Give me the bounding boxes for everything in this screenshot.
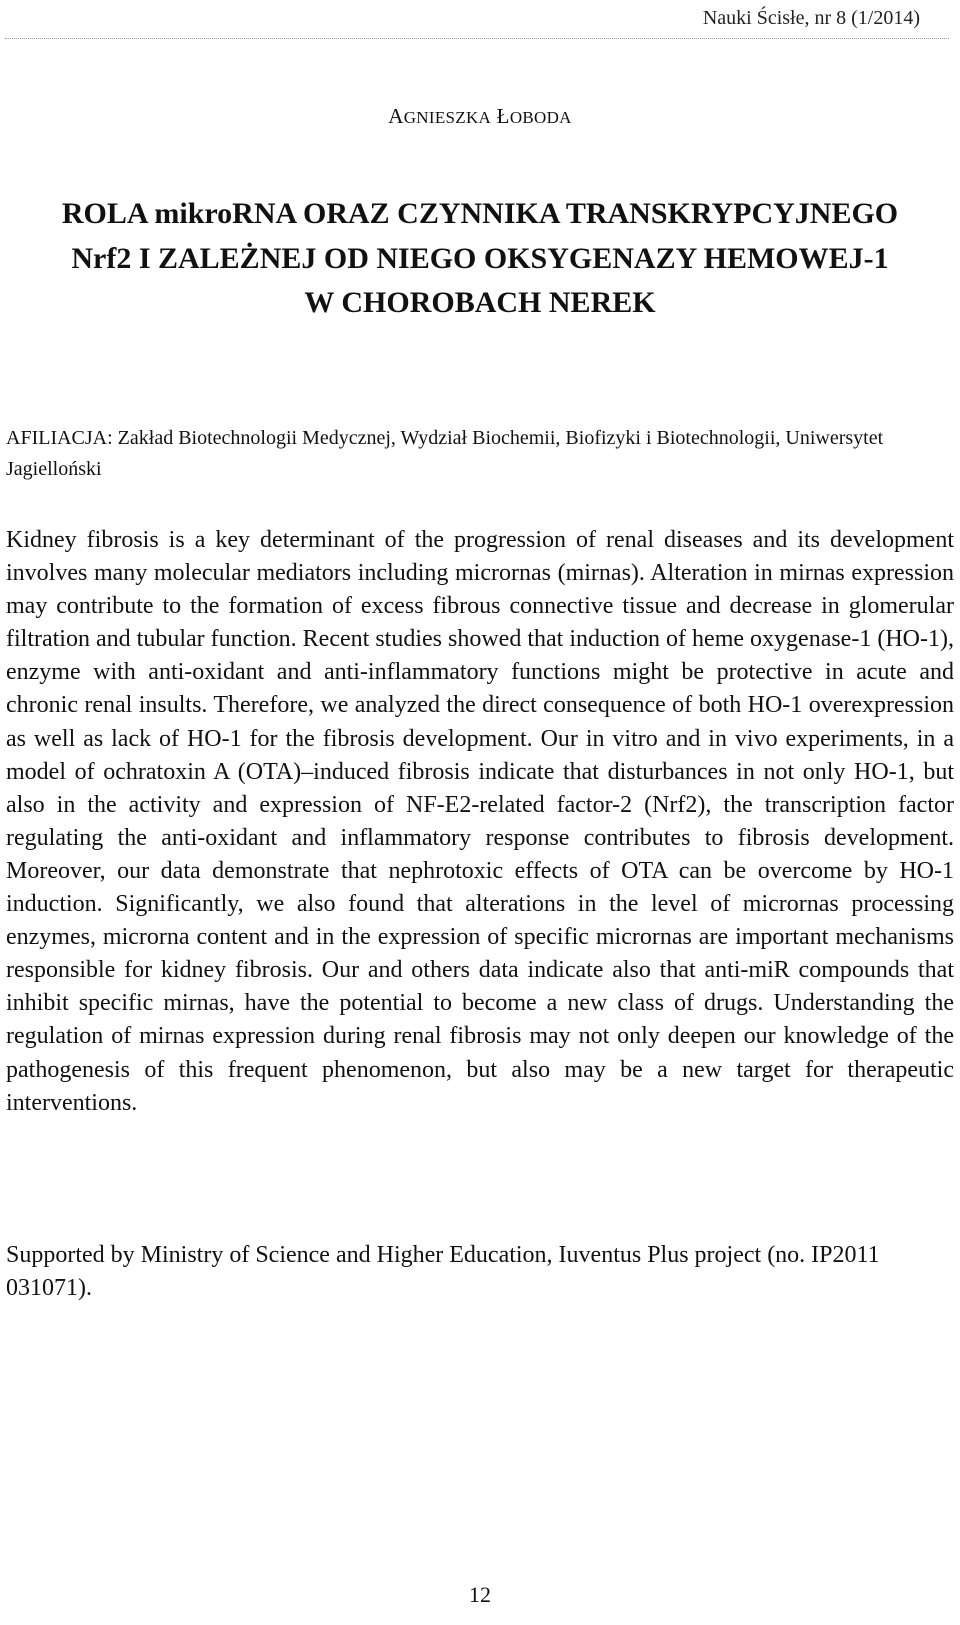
author-first-initial: A (388, 104, 404, 128)
running-header: Nauki Ścisłe, nr 8 (1/2014) (702, 7, 920, 29)
title-line: Nrf2 I ZALEŻNEJ OD NIEGO OKSYGENAZY HEMOWEJ-1 (71, 241, 889, 275)
page-number: 12 (469, 1582, 491, 1607)
abstract (6, 524, 954, 1120)
author-name (0, 104, 960, 129)
author-first-rest: GNIESZKA (403, 108, 492, 127)
author-last-initial: Ł (496, 104, 510, 128)
abstract-text: Kidney fibrosis is a key determinant of the progression of renal diseases and its development involves many molecular mediators including micrornas (mirnas). Alteration in mirnas expression may contribute to the formation of excess fibrous connective tissue and decrease in glomerular filtration and tubular function. Recent studies showed that induction of heme oxygenase-1 (HO-1), enzyme with anti-oxidant and anti-inflammatory functions might be protective in acute and chronic renal insults. Therefore, we analyzed the direct consequence of both HO-1 overexpression as well as lack of HO-1 for the fibrosis development. Our in vitro and in vivo experiments, in a model of ochratoxin A (OTA)–induced fibrosis indicate that disturbances in not only HO-1, but also in the activity and expression of NF-E2-related factor-2 (Nrf2), the transcription factor regulating the anti-oxidant and inflammatory response contributes to fibrosis development. Moreover, our data demonstrate that nephrotoxic effects of OTA can be overcome by HO-1 induction. Significantly, we also found that alterations in the level of micrornas processing enzymes, microrna content and in the expression of specific micrornas are important mechanisms responsible for kidney fibrosis. Our and others data indicate also that anti-miR compounds that inhibit specific mirnas, have the potential to become a new class of drugs. Understanding the regulation of mirnas expression during renal fibrosis may not only deepen our knowledge of the pathogenesis of this frequent phenomenon, but also may be a new target for therapeutic interventions. (6, 527, 954, 1116)
affiliation: AFILIACJA: Zakład Biotechnologii Medycznej, Wydział Biochemii, Biofizyki i Biotechnologii, Uniwersytet Jagielloński (6, 427, 884, 480)
author-last-rest: OBODA (509, 108, 572, 127)
header-divider (5, 38, 949, 39)
paper-title (0, 192, 960, 326)
title-line: W CHOROBACH NEREK (304, 286, 656, 319)
funding-note: Supported by Ministry of Science and Higher Education, Iuventus Plus project (no. IP2011 031071). (6, 1242, 880, 1301)
title-line: ROLA mikroRNA ORAZ CZYNNIKA TRANSKRYPCYJNEGO (61, 197, 899, 230)
